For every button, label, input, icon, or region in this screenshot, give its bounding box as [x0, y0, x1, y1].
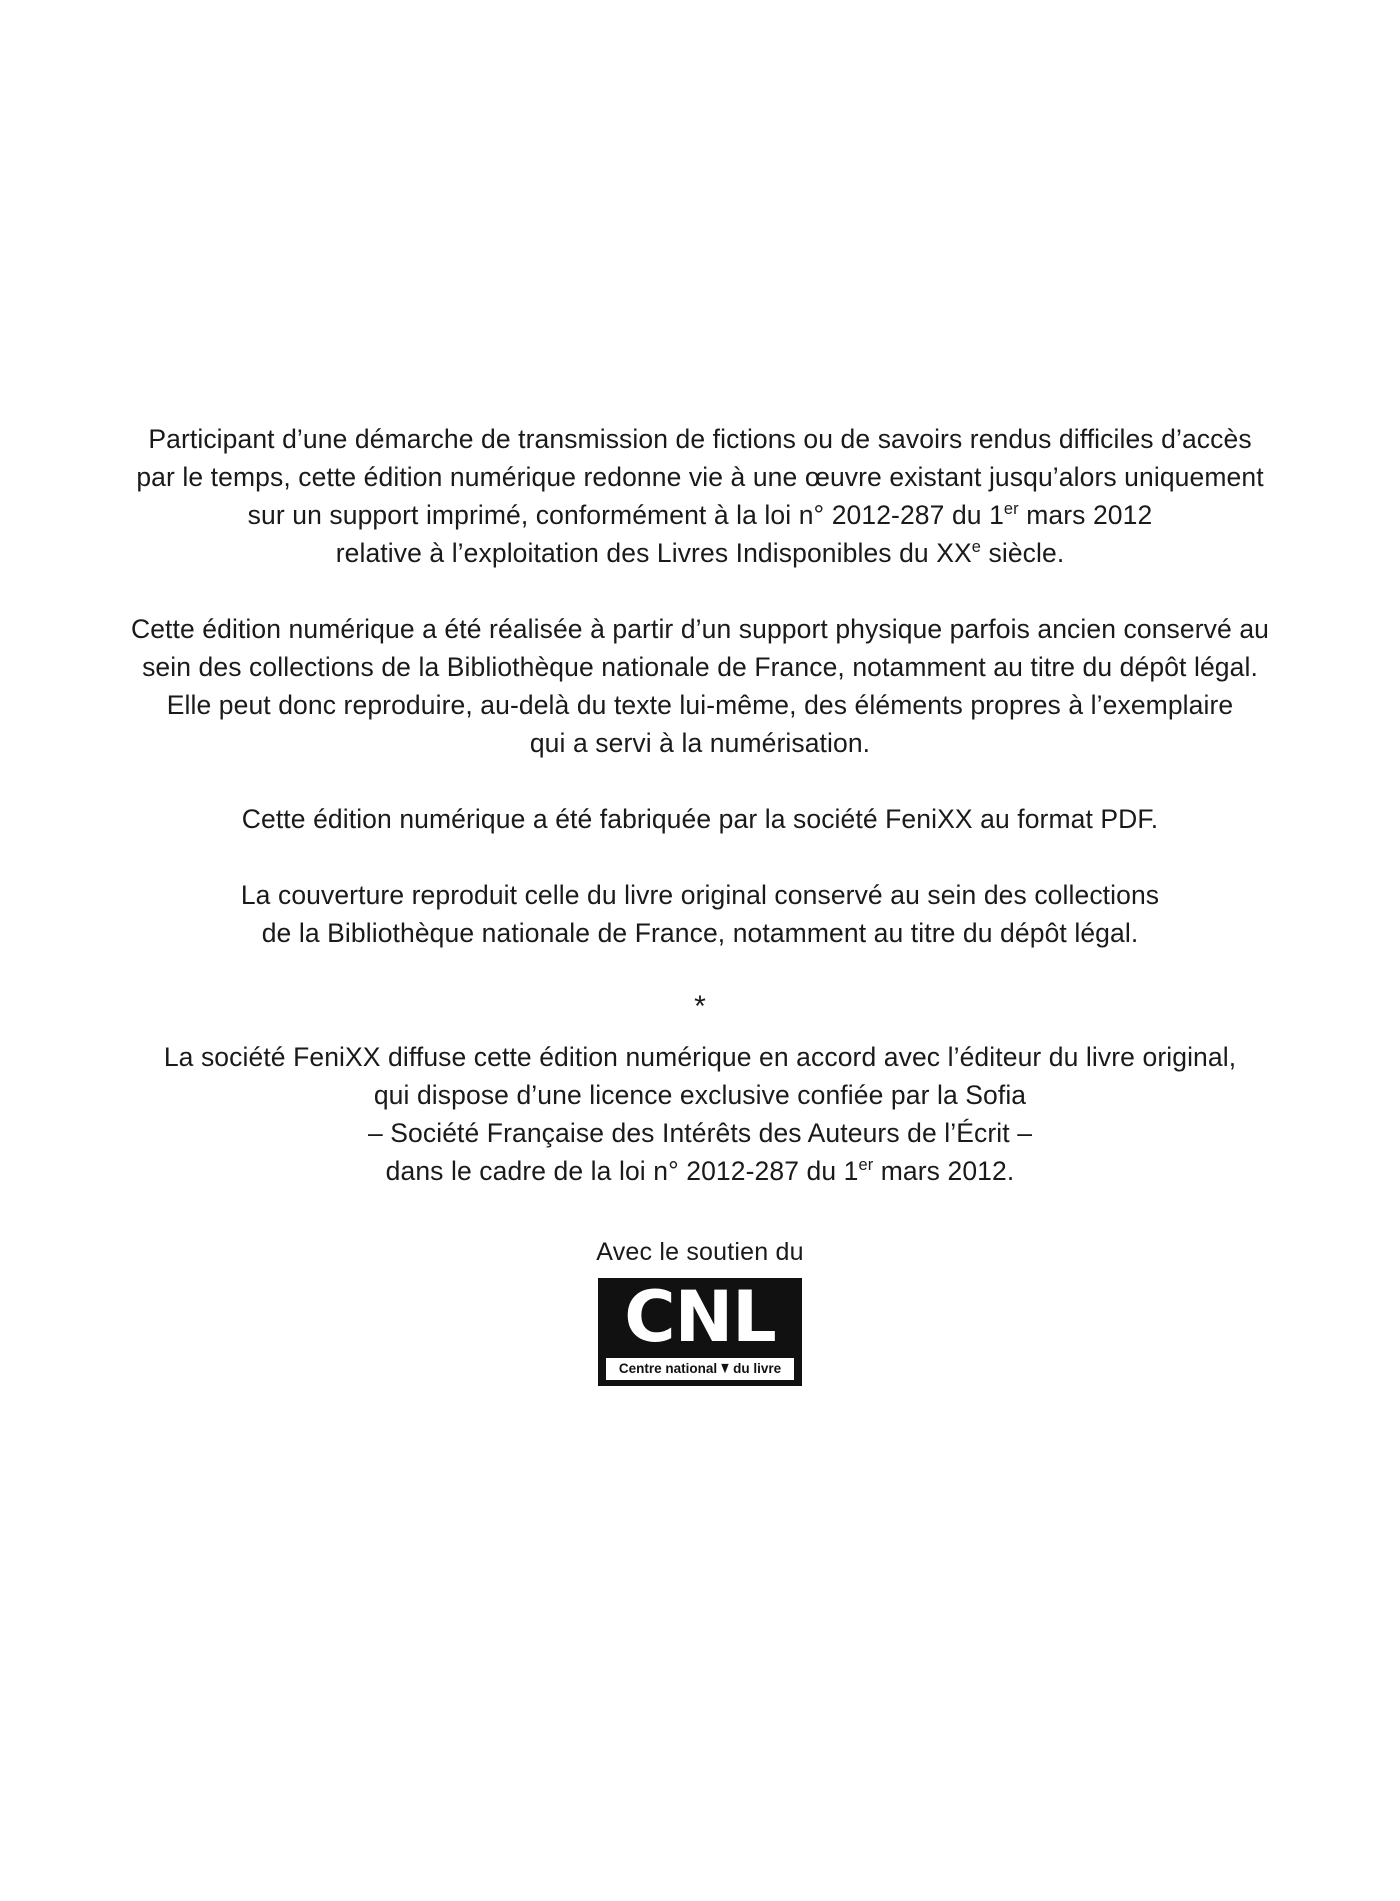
line-text-before: sur un support imprimé, conformément à la loi n° 2012-287 du 1 [247, 500, 1004, 530]
legal-notice-block [0, 420, 1400, 1386]
paragraph-line: sein des collections de la Bibliothèque nationale de France, notamment au titre du dépôt légal. [142, 652, 1258, 682]
cnl-tagline-right: du livre [733, 1361, 782, 1376]
paragraph-line [110, 1152, 1290, 1190]
line-text-before: dans le cadre de la loi n° 2012-287 du 1 [385, 1156, 859, 1186]
paragraph-line: La société FeniXX diffuse cette édition numérique en accord avec l’éditeur du livre original, [163, 1042, 1237, 1072]
paragraph-line: qui a servi à la numérisation. [529, 728, 871, 758]
paragraph-line [110, 496, 1290, 534]
support-section [0, 1236, 1400, 1386]
section-separator: * [694, 990, 706, 1023]
cnl-logo-tagline [606, 1358, 794, 1380]
line-text-before: relative à l’exploitation des Livres Indisponibles du XX [335, 538, 972, 568]
paragraph-line: de la Bibliothèque nationale de France, notamment au titre du dépôt légal. [261, 918, 1139, 948]
check-icon: ▼ [718, 1360, 732, 1377]
paragraph-manufacturer [110, 800, 1290, 838]
cnl-logo [598, 1278, 802, 1386]
paragraph-line: Participant d’une démarche de transmission de fictions ou de savoirs rendus difficiles d’accès [148, 424, 1252, 454]
line-text-after: mars 2012 [1018, 500, 1153, 530]
line-text-after: mars 2012. [873, 1156, 1015, 1186]
paragraph-line: La couverture reproduit celle du livre original conservé au sein des collections [240, 880, 1160, 910]
support-label: Avec le soutien du [596, 1238, 804, 1266]
paragraph-line: Cette édition numérique a été réalisée à partir d’un support physique parfois ancien conservé au [130, 614, 1269, 644]
ordinal-suffix: e [971, 538, 982, 557]
paragraph-transmission [110, 420, 1290, 572]
paragraph-line [110, 534, 1290, 572]
paragraph-line: qui dispose d’une licence exclusive confiée par la Sofia [373, 1080, 1027, 1110]
paragraph-source-support [110, 610, 1290, 762]
paragraph-line: – Société Française des Intérêts des Auteurs de l’Écrit – [367, 1118, 1033, 1148]
line-text-after: siècle. [981, 538, 1065, 568]
ordinal-suffix: er [1003, 500, 1019, 519]
ordinal-suffix: er [858, 1156, 874, 1175]
paragraph-line: Cette édition numérique a été fabriquée par la société FeniXX au format PDF. [241, 804, 1159, 834]
paragraph-distribution [110, 1038, 1290, 1190]
cnl-tagline-left: Centre national [618, 1361, 718, 1376]
paragraph-cover [110, 876, 1290, 952]
cnl-logo-letters: CNL [624, 1276, 776, 1358]
paragraph-line: Elle peut donc reproduire, au-delà du texte lui-même, des éléments propres à l’exemplaire [166, 690, 1234, 720]
paragraph-line: par le temps, cette édition numérique redonne vie à une œuvre existant jusqu’alors uniquement [136, 462, 1264, 492]
